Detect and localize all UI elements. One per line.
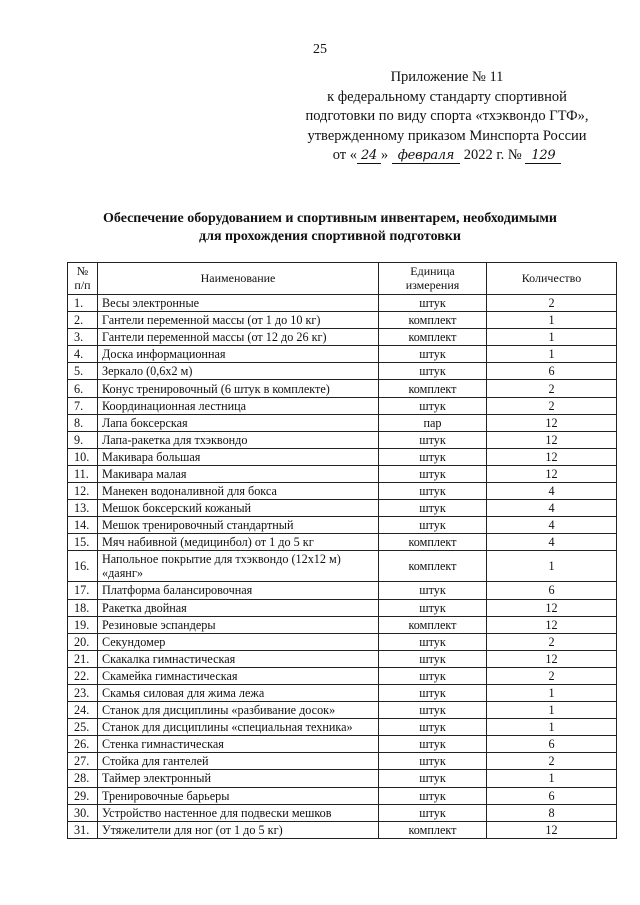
equipment-table (67, 262, 617, 839)
row-number: 12. (68, 483, 98, 500)
row-number: 18. (68, 599, 98, 616)
annex-date-line (282, 146, 612, 166)
row-number: 27. (68, 753, 98, 770)
table-row (68, 363, 617, 380)
table-row (68, 633, 617, 650)
table-row (68, 431, 617, 448)
header-unit: Единица измерения (379, 263, 487, 295)
row-quantity: 4 (487, 517, 617, 534)
row-name: Резиновые эспандеры (98, 616, 379, 633)
row-quantity: 1 (487, 329, 617, 346)
row-quantity: 12 (487, 465, 617, 482)
row-name: Мяч набивной (медицинбол) от 1 до 5 кг (98, 534, 379, 551)
annex-line-2: к федеральному стандарту спортивной (327, 88, 567, 105)
row-number: 8. (68, 414, 98, 431)
row-name: Весы электронные (98, 295, 379, 312)
row-quantity: 12 (487, 650, 617, 667)
row-number: 16. (68, 551, 98, 582)
row-number: 20. (68, 633, 98, 650)
row-unit: штук (379, 295, 487, 312)
header-name: Наименование (98, 263, 379, 295)
row-quantity: 8 (487, 804, 617, 821)
row-number: 23. (68, 684, 98, 701)
row-number: 11. (68, 465, 98, 482)
table-row (68, 650, 617, 667)
row-quantity: 6 (487, 736, 617, 753)
annex-title: Приложение № 11 (390, 69, 504, 85)
row-quantity: 6 (487, 582, 617, 599)
row-quantity: 4 (487, 500, 617, 517)
header-qty: Количество (487, 263, 617, 295)
row-quantity: 1 (487, 770, 617, 787)
row-unit: штук (379, 500, 487, 517)
row-name: Секундомер (98, 633, 379, 650)
table-row (68, 500, 617, 517)
row-name: Доска информационная (98, 346, 379, 363)
row-unit: штук (379, 582, 487, 599)
row-name: Скакалка гимнастическая (98, 650, 379, 667)
row-unit: штук (379, 804, 487, 821)
row-name: Лапа-ракетка для тхэквондо (98, 431, 379, 448)
row-number: 22. (68, 667, 98, 684)
row-unit: комплект (379, 329, 487, 346)
table-row (68, 702, 617, 719)
table-row (68, 684, 617, 701)
row-name: Мешок тренировочный стандартный (98, 517, 379, 534)
handwritten-order-number: 129 (525, 148, 561, 164)
row-number: 10. (68, 448, 98, 465)
handwritten-month: февраля (392, 148, 460, 164)
row-name: Станок для дисциплины «специальная техника» (98, 719, 379, 736)
row-name: Напольное покрытие для тхэквондо (12х12 м) «даянг» (98, 551, 379, 582)
row-quantity: 4 (487, 483, 617, 500)
table-body (68, 295, 617, 839)
row-name: Устройство настенное для подвески мешков (98, 804, 379, 821)
row-name: Манекен водоналивной для бокса (98, 483, 379, 500)
row-number: 7. (68, 397, 98, 414)
row-quantity: 2 (487, 667, 617, 684)
row-unit: штук (379, 684, 487, 701)
table-row (68, 517, 617, 534)
row-quantity: 12 (487, 616, 617, 633)
table-row (68, 667, 617, 684)
table-row (68, 483, 617, 500)
row-number: 24. (68, 702, 98, 719)
row-quantity: 2 (487, 753, 617, 770)
row-number: 2. (68, 312, 98, 329)
table-row (68, 312, 617, 329)
row-unit: пар (379, 414, 487, 431)
row-quantity: 2 (487, 380, 617, 397)
row-name: Стенка гимнастическая (98, 736, 379, 753)
row-quantity: 1 (487, 312, 617, 329)
row-number: 1. (68, 295, 98, 312)
table-row (68, 821, 617, 838)
row-name: Зеркало (0,6х2 м) (98, 363, 379, 380)
row-number: 6. (68, 380, 98, 397)
row-name: Утяжелители для ног (от 1 до 5 кг) (98, 821, 379, 838)
table-row (68, 551, 617, 582)
table-row (68, 414, 617, 431)
row-quantity: 12 (487, 431, 617, 448)
row-unit: комплект (379, 534, 487, 551)
table-row (68, 736, 617, 753)
row-unit: штук (379, 599, 487, 616)
table-header-row (68, 263, 617, 295)
table-row (68, 719, 617, 736)
row-quantity: 12 (487, 414, 617, 431)
title-line-1: Обеспечение оборудованием и спортивным инвентарем, необходимыми (103, 211, 557, 226)
row-unit: штук (379, 719, 487, 736)
row-unit: штук (379, 753, 487, 770)
row-name: Гантели переменной массы (от 12 до 26 кг) (98, 329, 379, 346)
row-quantity: 6 (487, 787, 617, 804)
table-row (68, 465, 617, 482)
row-unit: штук (379, 483, 487, 500)
row-number: 4. (68, 346, 98, 363)
row-unit: штук (379, 736, 487, 753)
row-quantity: 12 (487, 599, 617, 616)
page-number: 25 (313, 42, 327, 57)
table-row (68, 804, 617, 821)
row-unit: штук (379, 787, 487, 804)
row-name: Мешок боксерский кожаный (98, 500, 379, 517)
date-year: 2022 г. № (463, 147, 522, 163)
row-number: 15. (68, 534, 98, 551)
row-number: 3. (68, 329, 98, 346)
table-row (68, 397, 617, 414)
date-prefix: от « (332, 147, 357, 163)
document-title (40, 210, 620, 246)
row-unit: штук (379, 465, 487, 482)
row-name: Гантели переменной массы (от 1 до 10 кг) (98, 312, 379, 329)
date-mid: » (380, 147, 389, 163)
table-row (68, 448, 617, 465)
row-number: 5. (68, 363, 98, 380)
annex-header (282, 68, 612, 166)
header-num: № п/п (68, 263, 98, 295)
table-row (68, 295, 617, 312)
row-name: Платформа балансировочная (98, 582, 379, 599)
row-unit: комплект (379, 312, 487, 329)
row-quantity: 1 (487, 551, 617, 582)
row-unit: комплект (379, 616, 487, 633)
row-unit: штук (379, 397, 487, 414)
row-unit: комплект (379, 380, 487, 397)
row-unit: штук (379, 431, 487, 448)
row-number: 21. (68, 650, 98, 667)
row-quantity: 2 (487, 633, 617, 650)
row-number: 19. (68, 616, 98, 633)
row-quantity: 1 (487, 702, 617, 719)
row-name: Макивара малая (98, 465, 379, 482)
row-quantity: 12 (487, 448, 617, 465)
row-number: 28. (68, 770, 98, 787)
row-name: Тренировочные барьеры (98, 787, 379, 804)
row-name: Лапа боксерская (98, 414, 379, 431)
row-unit: комплект (379, 821, 487, 838)
row-number: 29. (68, 787, 98, 804)
row-name: Скамейка гимнастическая (98, 667, 379, 684)
row-quantity: 1 (487, 684, 617, 701)
table-row (68, 787, 617, 804)
handwritten-day: 24 (357, 148, 381, 164)
row-name: Станок для дисциплины «разбивание досок» (98, 702, 379, 719)
row-number: 14. (68, 517, 98, 534)
row-unit: штук (379, 448, 487, 465)
row-number: 26. (68, 736, 98, 753)
title-line-2: для прохождения спортивной подготовки (199, 229, 461, 244)
row-number: 31. (68, 821, 98, 838)
annex-line-3: подготовки по виду спорта «тхэквондо ГТФ», (305, 108, 589, 124)
row-unit: штук (379, 702, 487, 719)
row-quantity: 2 (487, 295, 617, 312)
row-unit: штук (379, 346, 487, 363)
table-row (68, 599, 617, 616)
row-quantity: 1 (487, 346, 617, 363)
row-quantity: 12 (487, 821, 617, 838)
table-row (68, 770, 617, 787)
table-row (68, 616, 617, 633)
row-quantity: 2 (487, 397, 617, 414)
row-number: 17. (68, 582, 98, 599)
row-unit: штук (379, 770, 487, 787)
row-number: 9. (68, 431, 98, 448)
row-quantity: 6 (487, 363, 617, 380)
row-unit: штук (379, 633, 487, 650)
table-row (68, 380, 617, 397)
row-name: Конус тренировочный (6 штук в комплекте) (98, 380, 379, 397)
row-name: Координационная лестница (98, 397, 379, 414)
row-unit: штук (379, 667, 487, 684)
row-name: Макивара большая (98, 448, 379, 465)
row-name: Таймер электронный (98, 770, 379, 787)
row-unit: штук (379, 650, 487, 667)
row-unit: комплект (379, 551, 487, 582)
row-unit: штук (379, 517, 487, 534)
row-unit: штук (379, 363, 487, 380)
row-number: 30. (68, 804, 98, 821)
row-name: Скамья силовая для жима лежа (98, 684, 379, 701)
row-name: Ракетка двойная (98, 599, 379, 616)
table-row (68, 534, 617, 551)
row-number: 25. (68, 719, 98, 736)
row-quantity: 4 (487, 534, 617, 551)
annex-line-4: утвержденному приказом Минспорта России (307, 127, 587, 144)
table-row (68, 582, 617, 599)
row-number: 13. (68, 500, 98, 517)
table-row (68, 753, 617, 770)
table-row (68, 329, 617, 346)
table-row (68, 346, 617, 363)
row-name: Стойка для гантелей (98, 753, 379, 770)
row-quantity: 1 (487, 719, 617, 736)
